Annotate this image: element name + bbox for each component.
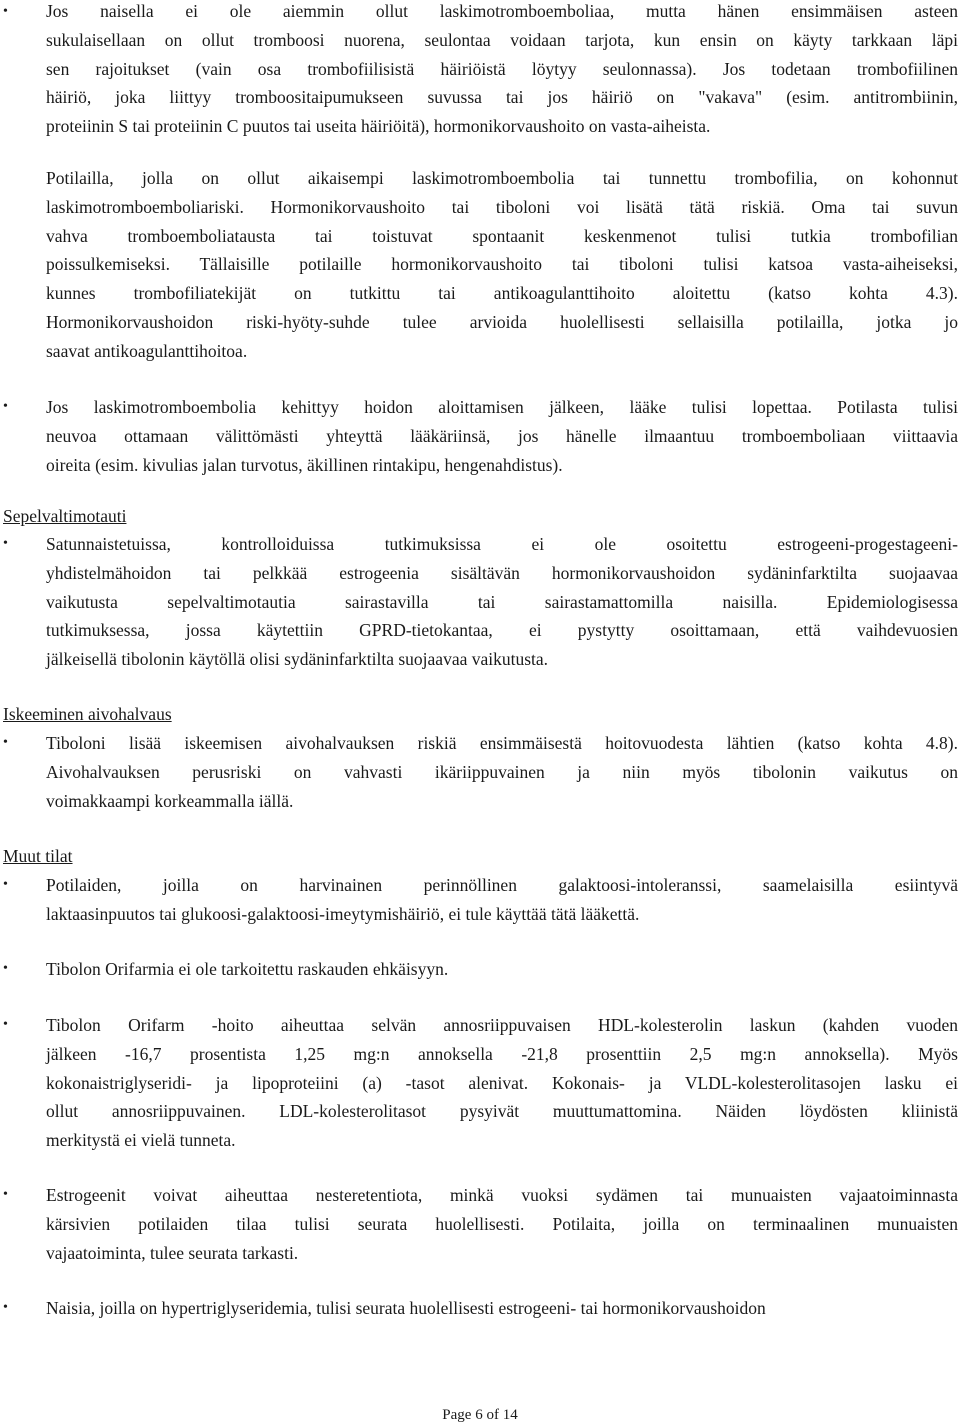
text-line: Naisia, joilla on hypertriglyseridemia, tulisi seurata huolellisesti estrogeeni- tai hormonikorvaushoidon <box>46 1298 766 1318</box>
text-line: Tibolon Orifarmia ei ole tarkoitettu raskauden ehkäisyyn. <box>46 959 449 979</box>
text-line: Aivohalvauksen perusriski on vahvasti ikäriippuvainen ja niin myös tibolonin vaikutus on <box>46 761 958 782</box>
bullet-symbol: • <box>3 961 8 976</box>
text-line: voimakkaampi korkeammalla iällä. <box>46 790 294 811</box>
text-line: Tiboloni lisää iskeemisen aivohalvauksen riskiä ensimmäisestä hoitovuodesta lähtien (katso kohta 4.8). <box>46 733 958 753</box>
text-line: Tibolon Orifarm -hoito aiheuttaa selvän annosriippuvaisen HDL-kolesterolin laskun (kahden vuoden <box>46 1015 958 1035</box>
bullet-symbol: • <box>3 4 8 19</box>
text-line: sukulaisellaan on ollut tromboosi nuorena, seulontaa voidaan tarjota, kun ensin on käyty tarkkaan läpi <box>46 29 958 50</box>
bullet-paragraph-galactose <box>46 871 958 929</box>
paragraph-prior-vte-risk <box>46 164 958 366</box>
bullet-symbol: • <box>3 1300 8 1315</box>
section-heading-stroke: Iskeeminen aivohalvaus <box>3 704 172 724</box>
text-line: jälkeen -16,7 prosentista 1,25 mg:n annoksella -21,8 prosenttiin 2,5 mg:n annoksella). Myös <box>46 1043 958 1064</box>
text-line: vajaatoiminta, tulee seurata tarkasti. <box>46 1242 299 1263</box>
text-line: Jos laskimotromboembolia kehittyy hoidon aloittamisen jälkeen, lääke tulisi lopettaa. Potilasta tulisi <box>46 397 958 417</box>
bullet-symbol: • <box>3 536 8 551</box>
text-line: laktaasinpuutos tai glukoosi-galaktoosi-imeytymishäiriö, ei tule käyttää tätä lääkettä. <box>46 903 640 924</box>
text-line: häiriö, joka liittyy tromboositaipumukseen suvussa tai jos häiriö on "vakava" (esim. antitrombiinin, <box>46 87 958 108</box>
text-line: proteiinin S tai proteiinin C puutos tai useita häiriöitä), hormonikorvaushoito on vasta-aiheista. <box>46 116 711 137</box>
bullet-symbol: • <box>3 877 8 892</box>
text-line: Potilailla, jolla on ollut aikaisempi laskimotromboembolia tai tunnettu trombofilia, on kohonnut <box>46 168 958 188</box>
bullet-symbol: • <box>3 1017 8 1032</box>
section-heading-other: Muut tilat <box>3 846 73 866</box>
bullet-symbol: • <box>3 1187 8 1202</box>
bullet-paragraph-thrombophilia-screening <box>46 0 958 141</box>
bullet-paragraph-coronary <box>46 530 958 674</box>
text-line: Potilaiden, joilla on harvinainen perinnöllinen galaktoosi-intoleranssi, saamelaisilla esiintyvä <box>46 875 958 895</box>
text-line: Hormonikorvaushoidon riski-hyöty-suhde tulee arvioida huolellisesti sellaisilla potilailla, jotka jo <box>46 311 958 332</box>
text-line: kokonaistriglyseridi- ja lipoproteiini (a) -tasot alenivat. Kokonais- ja VLDL-kolesterolitasojen lasku ei <box>46 1072 958 1093</box>
text-line: Satunnaistetuissa, kontrolloiduissa tutkimuksissa ei ole osoitettu estrogeeni-progestageeni- <box>46 534 958 554</box>
bullet-symbol: • <box>3 735 8 750</box>
text-line: kärsivien potilaiden tilaa tulisi seurata huolellisesti. Potilaita, joilla on terminaalinen munuaisten <box>46 1213 958 1234</box>
text-line: yhdistelmähoidon tai pelkkää estrogeenia sisältävän hormonikorvaushoidon sydäninfarktilta suojaavaa <box>46 562 958 583</box>
page-number-footer: Page 6 of 14 <box>442 1407 518 1423</box>
bullet-paragraph-hdl <box>46 1011 958 1155</box>
bullet-paragraph-contraception <box>46 955 958 984</box>
text-line: vahva tromboemboliatausta tai toistuvat spontaanit keskenmenot tulisi tutkia trombofilian <box>46 225 958 246</box>
text-line: sen rajoitukset (vain osa trombofiilisistä häiriöistä löytyy seulonnassa). Jos todetaan trombofiilinen <box>46 58 958 79</box>
text-line: jälkeisellä tibolonin käytöllä olisi sydäninfarktilta suojaavaa vaikutusta. <box>46 649 549 670</box>
text-line: ollut annosriippuvainen. LDL-kolesterolitasot pysyivät muuttumattomina. Näiden löydösten kliinistä <box>46 1101 958 1122</box>
text-line: Estrogeenit voivat aiheuttaa nesteretentiota, minkä vuoksi sydämen tai munuaisten vajaatoiminnasta <box>46 1185 958 1205</box>
text-line: merkitystä ei vielä tunneta. <box>46 1130 236 1151</box>
bullet-paragraph-stroke <box>46 729 958 815</box>
text-line: poissulkemiseksi. Tällaisille potilaille hormonikorvaushoito tai tiboloni tulisi katsoa vasta-aiheiseksi, <box>46 254 958 275</box>
text-line: kunnes trombofiliatekijät on tutkittu tai antikoagulanttihoito aloitettu (katso kohta 4.3). <box>46 283 958 304</box>
bullet-paragraph-vte-after-start <box>46 393 958 479</box>
text-line: oireita (esim. kivulias jalan turvotus, äkillinen rintakipu, hengenahdistus). <box>46 454 563 475</box>
bullet-paragraph-fluid-retention <box>46 1181 958 1267</box>
text-line: tutkimuksessa, jossa käytettiin GPRD-tietokantaa, ei pystytty osoittamaan, että vaihdevuosien <box>46 620 958 641</box>
section-heading-coronary: Sepelvaltimotauti <box>3 506 127 526</box>
text-line: neuvoa ottamaan välittömästi yhteyttä lääkäriinsä, jos hänelle ilmaantuu tromboemboliaan viittaavia <box>46 425 958 446</box>
bullet-symbol: • <box>3 399 8 414</box>
text-line: vaikutusta sepelvaltimotautia sairastavilla tai sairastamattomilla naisilla. Epidemiologisessa <box>46 591 958 612</box>
text-line: laskimotromboemboliariski. Hormonikorvaushoito tai tiboloni voi lisätä tätä riskiä. Oma tai suvun <box>46 196 958 217</box>
text-line: Jos naisella ei ole aiemmin ollut laskimotromboemboliaa, mutta hänen ensimmäisen asteen <box>46 1 958 21</box>
text-line: saavat antikoagulanttihoitoa. <box>46 340 248 361</box>
bullet-paragraph-hypertriglyceridemia <box>46 1294 958 1323</box>
